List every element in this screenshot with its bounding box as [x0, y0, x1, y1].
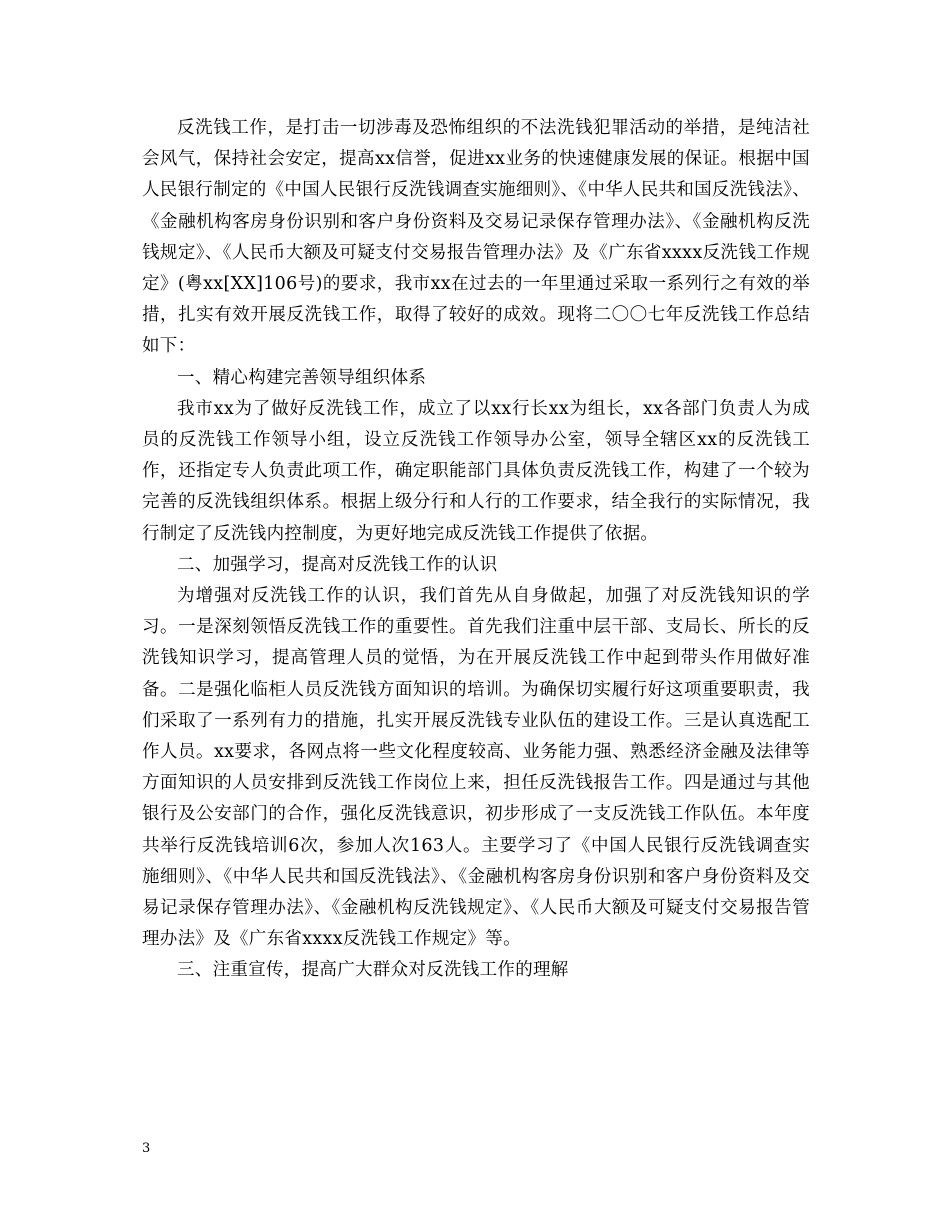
body-paragraph-section-1: 我市xx为了做好反洗钱工作，成立了以xx行长xx为组长，xx各部门负责人为成员的反洗钱工作领导小组，设立反洗钱工作领导办公室，领导全辖区xx的反洗钱工作，还指定专人负责此项工作，确定职能部门具体负责反洗钱工作，构建了一个较为完善的反洗钱组织体系。根据上级分行和人行的工作要求，结全我行的实际情况，我行制定了反洗钱内控制度，为更好地完成反洗钱工作提供了依据。 — [142, 398, 810, 544]
document-body — [142, 113, 810, 987]
body-paragraph-intro: 反洗钱工作，是打击一切涉毒及恐怖组织的不法洗钱犯罪活动的举措，是纯洁社会风气，保持社会安定，提高xx信誉，促进xx业务的快速健康发展的保证。根据中国人民银行制定的《中国人民银行反洗钱调查实施细则》、《中华人民共和国反洗钱法》、《金融机构客房身份识别和客户身份资料及交易记录保存管理办法》、《金融机构反洗钱规定》、《人民币大额及可疑支付交易报告管理办法》及《广东省xxxx反洗钱工作规定》(粤xx[XX]106号)的要求，我市xx在过去的一年里通过采取一系列行之有效的举措，扎实有效开展反洗钱工作，取得了较好的成效。现将二〇〇七年反洗钱工作总结如下： — [142, 118, 810, 357]
section-heading-3: 三、注重宣传，提高广大群众对反洗钱工作的理解 — [177, 960, 569, 981]
section-heading-1: 一、精心构建完善领导组织体系 — [177, 367, 427, 388]
section-heading-2: 二、加强学习，提高对反洗钱工作的认识 — [177, 554, 498, 575]
page-number: 3 — [142, 1141, 151, 1156]
body-paragraph-section-2: 为增强对反洗钱工作的认识，我们首先从自身做起，加强了对反洗钱知识的学习。一是深刻领悟反洗钱工作的重要性。首先我们注重中层干部、支局长、所长的反洗钱知识学习，提高管理人员的觉悟，为在开展反洗钱工作中起到带头作用做好准备。二是强化临柜人员反洗钱方面知识的培训。为确保切实履行好这项重要职责，我们采取了一系列有力的措施，扎实开展反洗钱专业队伍的建设工作。三是认真选配工作人员。xx要求，各网点将一些文化程度较高、业务能力强、熟悉经济金融及法律等方面知识的人员安排到反洗钱工作岗位上来，担任反洗钱报告工作。四是通过与其他银行及公安部门的合作，强化反洗钱意识，初步形成了一支反洗钱工作队伍。本年度共举行反洗钱培训6次，参加人次163人。主要学习了《中国人民银行反洗钱调查实施细则》、《中华人民共和国反洗钱法》、《金融机构客房身份识别和客户身份资料及交易记录保存管理办法》、《金融机构反洗钱规定》、《人民币大额及可疑支付交易报告管理办法》及《广东省xxxx反洗钱工作规定》等。 — [142, 586, 810, 950]
